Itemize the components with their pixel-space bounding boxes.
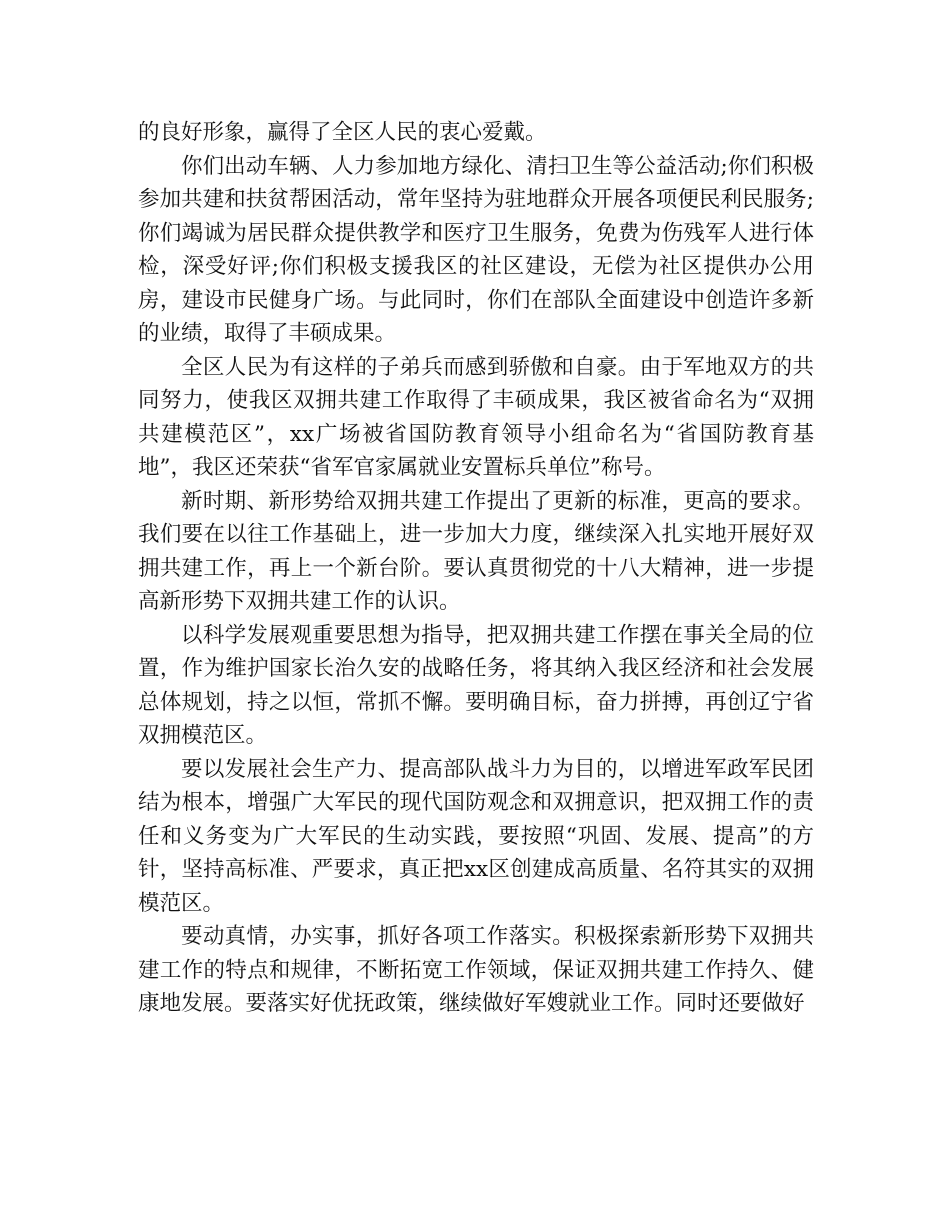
paragraph-1: 的良好形象，赢得了全区人民的衷心爱戴。 xyxy=(138,120,547,145)
document-page xyxy=(138,116,814,1021)
paragraph-2: 你们出动车辆、人力参加地方绿化、清扫卫生等公益活动;你们积极参加共建和扶贫帮困活动，常年坚持为驻地群众开展各项便民利民服务;你们竭诚为居民群众提供教学和医疗卫生服务，免费为伤残军人进行体检，深受好评;你们积极支援我区的社区建设，无偿为社区提供办公用房，建设市民健身广场。与此同时，你们在部队全面建设中创造许多新的业绩，取得了丰硕成果。 xyxy=(138,153,814,346)
paragraph-4: 新时期、新形势给双拥共建工作提出了更新的标准，更高的要求。我们要在以往工作基础上，进一步加大力度，继续深入扎实地开展好双拥共建工作，再上一个新台阶。要认真贯彻党的十八大精神，进一步提高新形势下双拥共建工作的认识。 xyxy=(138,488,814,614)
paragraph-3: 全区人民为有这样的子弟兵而感到骄傲和自豪。由于军地双方的共同努力，使我区双拥共建工作取得了丰硕成果，我区被省命名为“双拥共建模范区”，xx广场被省国防教育领导小组命名为“省国防教育基地”，我区还荣获“省军官家属就业安置标兵单位”称号。 xyxy=(138,354,814,480)
paragraph-7: 要动真情，办实事，抓好各项工作落实。积极探索新形势下双拥共建工作的特点和规律，不断拓宽工作领域，保证双拥共建工作持久、健康地发展。要落实好优抚政策，继续做好军嫂就业工作。同时还要做好 xyxy=(138,924,814,1016)
paragraph-5: 以科学发展观重要思想为指导，把双拥共建工作摆在事关全局的位置，作为维护国家长治久安的战略任务，将其纳入我区经济和社会发展总体规划，持之以恒，常抓不懈。要明确目标，奋力拼搏，再创辽宁省双拥模范区。 xyxy=(138,622,814,748)
paragraph-6: 要以发展社会生产力、提高部队战斗力为目的，以增进军政军民团结为根本，增强广大军民的现代国防观念和双拥意识，把双拥工作的责任和义务变为广大军民的生动实践，要按照“巩固、发展、提高”的方针，坚持高标准、严要求，真正把xx区创建成高质量、名符其实的双拥模范区。 xyxy=(138,756,814,916)
